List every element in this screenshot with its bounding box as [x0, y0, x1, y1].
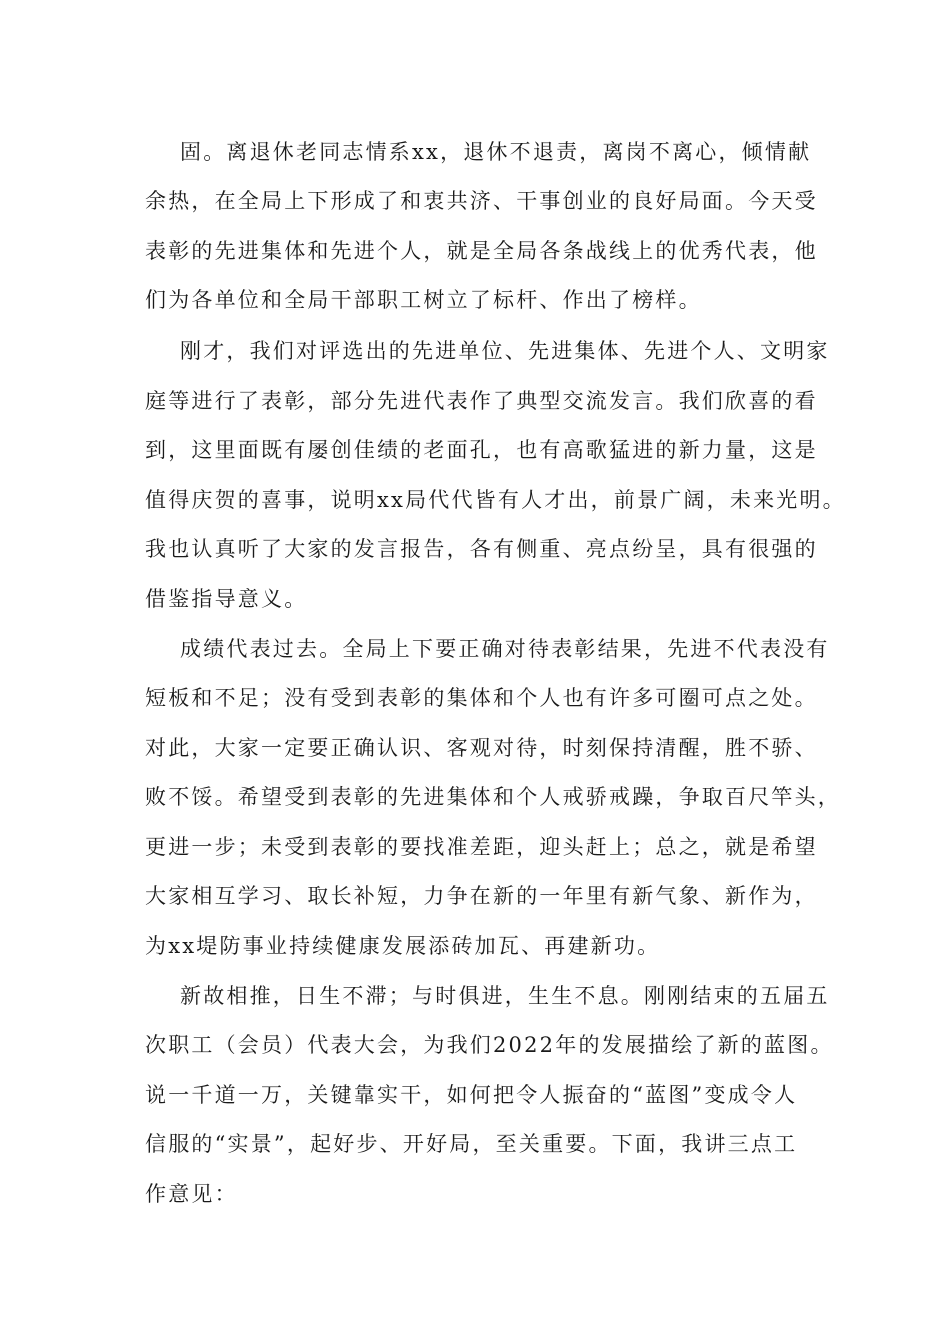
paragraph-3-line-2: 短板和不足；没有受到表彰的集体和个人也有许多可圈可点之处。: [145, 686, 818, 710]
paragraph-1-line-4: 们为各单位和全局干部职工树立了标杆、作出了榜样。: [145, 288, 702, 312]
paragraph-4-line-1: 新故相推，日生不滞；与时俱进，生生不息。刚刚结束的五届五: [180, 984, 830, 1008]
paragraph-2-line-5: 我也认真听了大家的发言报告，各有侧重、亮点纷呈，具有很强的: [145, 537, 818, 561]
paragraph-3-line-4: 败不馁。希望受到表彰的先进集体和个人戒骄戒躁，争取百尺竿头，: [145, 785, 841, 809]
paragraph-2-line-2: 庭等进行了表彰，部分先进代表作了典型交流发言。我们欣喜的看: [145, 389, 818, 413]
paragraph-3-line-6: 大家相互学习、取长补短，力争在新的一年里有新气象、新作为，: [145, 884, 818, 908]
paragraph-2-line-6: 借鉴指导意义。: [145, 587, 308, 611]
paragraph-2-line-1: 刚才，我们对评选出的先进单位、先进集体、先进个人、文明家: [180, 339, 830, 363]
paragraph-3-line-7: 为xx堤防事业持续健康发展添砖加瓦、再建新功。: [145, 934, 661, 958]
paragraph-4-line-3: 说一千道一万，关键靠实干，如何把令人振奋的“蓝图”变成令人: [145, 1083, 798, 1107]
paragraph-3-line-3: 对此，大家一定要正确认识、客观对待，时刻保持清醒，胜不骄、: [145, 736, 818, 760]
paragraph-2-line-3: 到，这里面既有屡创佳绩的老面孔，也有高歌猛进的新力量，这是: [145, 438, 818, 462]
paragraph-2-line-4: 值得庆贺的喜事，说明xx局代代皆有人才出，前景广阔，未来光明。: [145, 488, 846, 512]
paragraph-4-line-4: 信服的“实景”，起好步、开好局，至关重要。下面，我讲三点工: [145, 1132, 798, 1156]
paragraph-4-line-2: 次职工（会员）代表大会，为我们2022年的发展描绘了新的蓝图。: [145, 1033, 834, 1057]
paragraph-3-line-5: 更进一步；未受到表彰的要找准差距，迎头赶上；总之，就是希望: [145, 835, 818, 859]
paragraph-1-line-2: 余热，在全局上下形成了和衷共济、干事创业的良好局面。今天受: [145, 189, 818, 213]
paragraph-1-line-1: 固。离退休老同志情系xx，退休不退责，离岗不离心，倾情献: [180, 140, 812, 164]
paragraph-4-line-5: 作意见：: [145, 1182, 238, 1206]
paragraph-3-line-1: 成绩代表过去。全局上下要正确对待表彰结果，先进不代表没有: [180, 637, 830, 661]
paragraph-1-line-3: 表彰的先进集体和先进个人，就是全局各条战线上的优秀代表，他: [145, 239, 818, 263]
